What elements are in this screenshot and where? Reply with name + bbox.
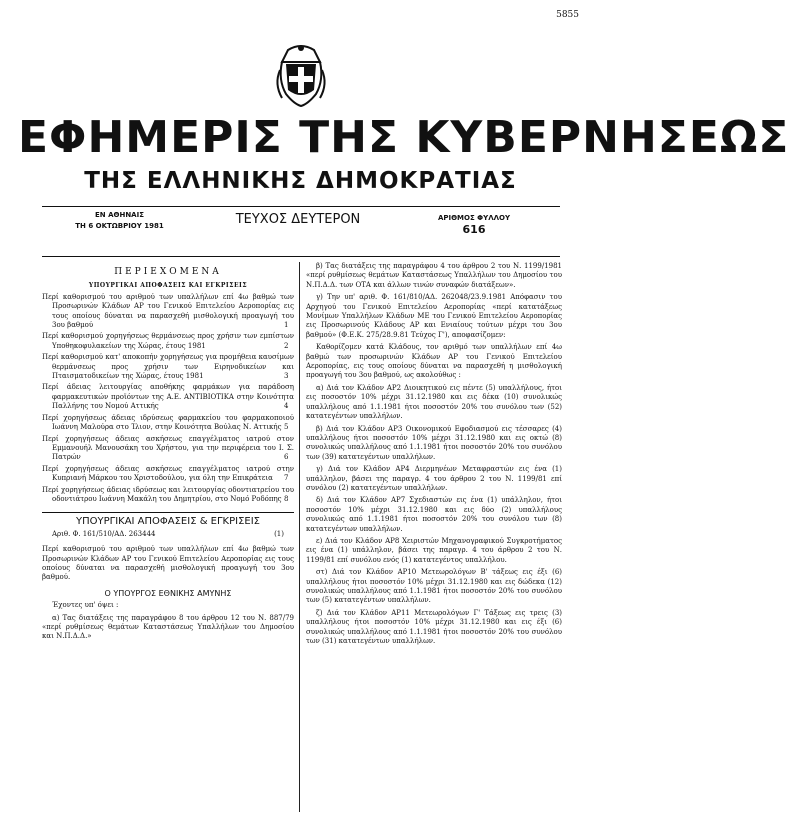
issue-volume: ΤΕΥΧΟΣ ΔΕΥΤΕΡΟΝ	[235, 212, 361, 227]
decision-paragraph: β) Τας διατάξεις της παραγράφου 4 του άρθρου 2 του Ν. 1199/1981 «περί ρυθμίσεως θεμάτων Καταστάσεως Υπαλλήλων του Δημοσίου του Ν.Π.Δ.Δ. των ΟΤΑ και άλλων τινών συναφών διατάξεων».	[306, 262, 562, 289]
newspaper-title: ΕΦΗΜΕΡΙΣ ΤΗΣ ΚΥΒΕΡΝΗΣΕΩΣ	[18, 112, 789, 163]
issue-place-date	[42, 210, 197, 232]
entry-text: Περί χορηγήσεως άδειας ιδρύσεως φαρμακείου του φαρμακοποιού Ιωάννη Μαλούρα στο Ίλιον, στην Κοινότητα Βούλας Ν. Αττικής	[42, 413, 294, 432]
contents-entry: Περί καθορισμού κατ' αποκοπήν χορηγήσεως για προμήθεια καυσίμων θερμάνσεως προς χρήσιν των Ειρηνοδικείων και Πταισματοδικείων της Χώρας, έτους 1981 3	[42, 353, 294, 381]
entry-text: Περί άδειας λειτουργίας αποθήκης φαρμάκων για παράδοση φαρμακευτικών προϊόντων της Α.Ε. ΑΝΤΙΒΙΟΤΙΚΑ στην Κοινότητα Παλλήνης του Νομού Αττικής	[42, 383, 294, 411]
header-rule-top	[42, 206, 560, 207]
entry-text: Περί χορηγήσεως άδειας ασκήσεως επαγγέλματος ιατρού στον Εμμανουήλ Μανουσάκη του Χρήστου, για την περιφέρεια του Ι. Σ. Πατρών	[42, 434, 294, 462]
decision-reference	[42, 530, 294, 539]
decision-paragraph: Καθορίζομεν κατά Κλάδους, τον αριθμό των υπαλλήλων επί 4ω βαθμώ των προσωρινών Κλάδων ΑΡ του Γενικού Επιτελείου Αεροπορίας, εις τους οποίους δύναται να παρασχεθή η μισθολογική προαγωγή του 3ου βαθμού, ως ακολούθως :	[306, 343, 562, 380]
entry-text: Περί καθορισμού του αριθμού των υπαλλήλων επί 4ω βαθμώ των Προσωρινών Κλάδων ΑΡ του Γενικού Επιτελείου Αεροπορίας εις τους οποίους δύναται να παρασχεθή μισθολογική προαγωγή του 3ου βαθμού	[42, 292, 294, 330]
coat-of-arms-icon	[274, 40, 328, 108]
contents-entry: Περί χορηγήσεως άδειας ιδρύσεως φαρμακείου του φαρμακοποιού Ιωάννη Μαλούρα στο Ίλιον, στην Κοινότητα Βούλας Ν. Αττικής 5	[42, 413, 294, 432]
column-divider	[299, 262, 300, 812]
decision-paragraph: στ) Διά τον Κλάδον ΑΡ10 Μετεωρολόγων Β' τάξεως εις έξι (6) υπαλλήλους ήτοι ποσοστόν 10% μέχρι 31.12.1980 και εις δώδεκα (12) συνολικώς υπαλλήλους από 1.1.1981 ήτοι ποσοστόν 20% του συνόλου των (5) κατατεγέντων υπαλλήλων.	[306, 568, 562, 605]
decision-paragraph: β) Διά τον Κλάδον ΑΡ3 Οικονομικού Εφοδιασμού εις τέσσαρες (4) υπαλλήλους ήτοι ποσοστόν 10% μέχρι 31.12.1980 και εις οκτώ (8) συνολικώς υπαλλήλους από 1.1.1981 ήτοι ποσοστόν 20% του συνόλου των (39) κατατεγέντων υπαλλήλων.	[306, 424, 562, 461]
right-column	[306, 262, 562, 649]
decision-paragraph: ζ) Διά τον Κλάδον ΑΡ11 Μετεωρολόγων Γ' Τάξεως εις τρεις (3) υπαλλήλους ήτοι ποσοστόν 10% μέχρι 31.12.1980 και εις έξι (6) συνολικώς υπαλλήλους από 1.1.1981 ήτοι ποσοστόν 20% του συνόλου των (31) κατατεγέντων υπαλλήλων.	[306, 608, 562, 646]
decision-ref-number: Αριθ. Φ. 161/510/ΑΔ. 263444	[52, 529, 156, 538]
decision-paragraph: α) Τας διατάξεις της παραγράφου 8 του άρθρου 12 του Ν. 887/79 «περί ρυθμίσεως θεμάτων Καταστάσεως Υπαλλήλων του Δημοσίου και Ν.Π.Δ.Δ.»	[42, 613, 294, 641]
decision-paragraph: α) Διά τον Κλάδον ΑΡ2 Διοικητικού εις πέντε (5) υπαλλήλους, ήτοι εις ποσοστόν 10% μέχρι 31.12.1980 και εις δέκα (10) συνολικώς υπαλλήλους από 1.1.1981 ήτοι ποσοστόν 20% του συνόλου των (52) κατατεγέντων υπαλλήλων.	[306, 383, 562, 421]
decisions-heading: ΥΠΟΥΡΓΙΚΑΙ ΑΠΟΦΑΣΕΙΣ & ΕΓΚΡΙΣΕΙΣ	[42, 512, 294, 526]
contents-section-heading: ΥΠΟΥΡΓΙΚΑΙ ΑΠΟΦΑΣΕΙΣ ΚΑΙ ΕΓΚΡΙΣΕΙΣ	[88, 282, 248, 290]
issue-sheet	[414, 212, 534, 236]
having-regard: Έχοντες υπ' όψει :	[52, 601, 119, 610]
entry-text: Περί χορηγήσεως άδειας ασκήσεως επαγγέλματος ιατρού στην Κυπριανή Μάρκου του Χριστοδούλου, για όλη την Επικράτεια	[42, 464, 294, 483]
page-number: 5855	[556, 10, 579, 20]
contents-entry: Περί χορηγήσεως άδειας ιδρύσεως και λειτουργίας οδοντιατρείου του οδοντιάτρου Ιωάννη Μακάλη του Δημητρίου, στο Νομό Ροδόπης 8	[42, 485, 294, 503]
left-column	[42, 262, 294, 645]
contents-entry: Περί χορηγήσεως άδειας ασκήσεως επαγγέλματος ιατρού στον Εμμανουήλ Μανουσάκη του Χρήστου, για την περιφέρεια του Ι. Σ. Πατρών 6	[42, 434, 294, 462]
issue-date: ΤΗ 6 ΟΚΤΩΒΡΙΟΥ 1981	[75, 222, 164, 230]
contents-list	[42, 293, 294, 505]
entry-text: Περί χορηγήσεως άδειας ιδρύσεως και λειτουργίας οδοντιατρείου του οδοντιάτρου Ιωάννη Μακάλη του Δημητρίου, στο Νομό Ροδόπης	[42, 485, 294, 503]
contents-entry: Περί καθορισμού του αριθμού των υπαλλήλων επί 4ω βαθμώ των Προσωρινών Κλάδων ΑΡ του Γενικού Επιτελείου Αεροπορίας εις τους οποίους δύναται να παρασχεθή μισθολογική προαγωγή του 3ου βαθμού 1	[42, 292, 294, 330]
decision-paragraph: γ) Διά τον Κλάδον ΑΡ4 Διερμηνέων Μεταφραστών εις ένα (1) υπάλληλον, βάσει της παραγρ. 4 του άρθρου 2 του Ν. 1199/81 επί συνόλου (2) κατατεγέντων υπαλλήλων.	[306, 465, 562, 492]
issue-place: ΕΝ ΑΘΗΝΑΙΣ	[95, 211, 144, 219]
entry-text: Περί καθορισμού χορηγήσεως θερμάνσεως προς χρήσιν των εμπίστων Υποθηκοφυλακείων της Χώρας, έτους 1981	[42, 332, 294, 350]
ministry-heading: Ο ΥΠΟΥΡΓΟΣ ΕΘΝΙΚΗΣ ΑΜΥΝΗΣ	[104, 588, 232, 598]
newspaper-subtitle: ΤΗΣ ΕΛΛΗΝΙΚΗΣ ΔΗΜΟΚΡΑΤΙΑΣ	[84, 168, 517, 194]
contents-entry: Περί άδειας λειτουργίας αποθήκης φαρμάκων για παράδοση φαρμακευτικών προϊόντων της Α.Ε. ΑΝΤΙΒΙΟΤΙΚΑ στην Κοινότητα Παλλήνης του Νομού Αττικής 4	[42, 383, 294, 411]
entry-text: Περί καθορισμού κατ' αποκοπήν χορηγήσεως για προμήθεια καυσίμων θερμάνσεως προς χρήσιν των Ειρηνοδικείων και Πταισματοδικείων της Χώρας, έτους 1981	[42, 353, 294, 381]
sheet-label: ΑΡΙΘΜΟΣ ΦΥΛΛΟΥ	[437, 214, 511, 222]
decision-paragraph: γ) Την υπ' αριθ. Φ. 161/810/ΑΔ. 262048/23.9.1981 Απόφασιν του Αρχηγού του Γενικού Επιτελείου Αεροπορίας «περί κατατάξεως Μονίμων Υπαλλήλων Κλάδων ΜΕ του Γενικού Επιτελείου Αεροπορίας εις Προσωρινούς Κλάδους ΑΡ και Ενιαίους τούτων μέχρι του 3ου βαθμού» (Φ.Ε.Κ. 275/28.9.81 Τεύχος Γ'), αποφασίζομεν:	[306, 293, 562, 339]
contents-title: ΠΕΡΙΕΧΟΜΕΝΑ	[114, 267, 222, 277]
sheet-number: 616	[462, 223, 486, 236]
decision-index: (1)	[274, 529, 284, 538]
decision-paragraph: ε) Διά τον Κλάδον ΑΡ8 Χειριστών Μηχανογραφικού Συγκροτήματος εις ένα (1) υπάλληλον, βάσει της παραγρ. 4 του άρθρου 2 του Ν. 1199/81 επί συνόλου ενός (1) κατατεγέντος υπαλλήλου.	[306, 536, 562, 564]
contents-entry: Περί καθορισμού χορηγήσεως θερμάνσεως προς χρήσιν των εμπίστων Υποθηκοφυλακείων της Χώρας, έτους 1981 2	[42, 332, 294, 350]
decision-summary: Περί καθορισμού του αριθμού των υπαλλήλων επί 4ω βαθμώ των Προσωρινών Κλάδων ΑΡ του Γενικού Επιτελείου Αεροπορίας εις τους οποίους δύναται να παρασχεθή μισθολογική προαγωγή του 3ου βαθμού.	[42, 545, 294, 582]
header-rule-bottom	[42, 256, 560, 257]
contents-entry: Περί χορηγήσεως άδειας ασκήσεως επαγγέλματος ιατρού στην Κυπριανή Μάρκου του Χριστοδούλου, για όλη την Επικράτεια 7	[42, 464, 294, 483]
decision-paragraph: δ) Διά τον Κλάδον ΑΡ7 Σχεδιαστών εις ένα (1) υπάλληλον, ήτοι ποσοστόν 10% μέχρι 31.12.1980 και εις δύο (2) υπαλλήλους συνολικώς από 1.1.1981 ήτοι ποσοστόν 20% του συνόλου των (8) κατατεγέντων υπαλλήλων.	[306, 496, 562, 533]
